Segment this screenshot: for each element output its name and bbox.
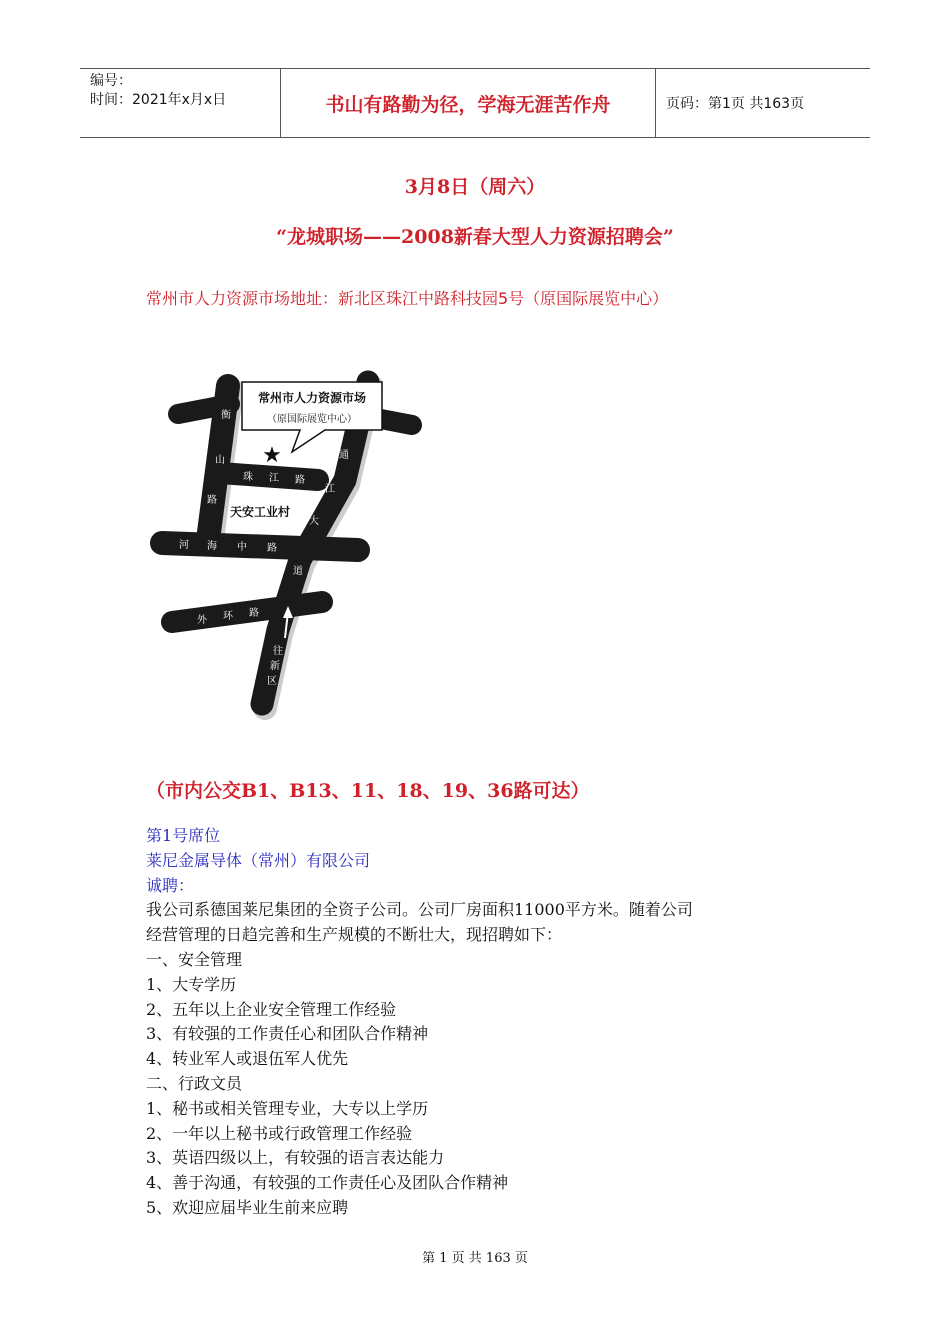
hiring-label: 诚聘： — [146, 875, 195, 895]
road-hehai — [162, 543, 358, 550]
road-label: 路 — [295, 475, 305, 486]
road-label: 路 — [249, 608, 259, 619]
road-label: 外 — [197, 615, 207, 626]
list-item: 一、安全管理 — [146, 949, 243, 969]
list-item: 2、五年以上企业安全管理工作经验 — [146, 999, 397, 1019]
header-meta — [80, 69, 280, 137]
location-map — [150, 370, 425, 720]
road-label: 山 — [215, 455, 225, 466]
document-header — [80, 68, 870, 138]
callout-title: 常州市人力资源市场 — [257, 391, 367, 405]
road-label: 道 — [293, 566, 303, 577]
area-label: 天安工业村 — [229, 505, 291, 519]
list-item: 4、转业军人或退伍军人优先 — [146, 1049, 349, 1069]
list-item: 1、大专学历 — [146, 974, 237, 994]
event-date: 3月8日（周六） — [404, 176, 546, 198]
road-label: 珠 — [243, 472, 253, 483]
list-item: 2、一年以上秘书或行政管理工作经验 — [146, 1123, 413, 1143]
road-label: 中 — [237, 542, 247, 553]
road-label: 衡 — [221, 410, 231, 421]
road-label: 路 — [267, 543, 277, 554]
intro-line: 经营管理的日趋完善和生产规模的不断壮大，现招聘如下： — [146, 925, 563, 945]
document-time-label: 时间：2021年x月x日 — [90, 92, 227, 108]
road-label: 环 — [223, 611, 233, 622]
bus-info: （市内公交B1、B13、11、18、19、36路可达） — [146, 780, 590, 802]
event-title: “龙城职场——2008新春大型人力资源招聘会” — [276, 226, 674, 248]
booth-seat: 第1号席位 — [146, 826, 221, 845]
road-label: 海 — [207, 541, 217, 552]
road-label: 江 — [269, 473, 279, 484]
road-waihuan — [172, 602, 322, 622]
list-item: 4、善于沟通，有较强的工作责任心及团队合作精神 — [146, 1173, 509, 1193]
list-item: 3、英语四级以上，有较强的语言表达能力 — [146, 1148, 445, 1168]
road-label: 通 — [339, 450, 349, 461]
map-roads — [162, 382, 412, 708]
document-number-label: 编号： — [90, 73, 132, 89]
road-label: 江 — [325, 484, 335, 495]
list-item: 5、欢迎应届毕业生前来应聘 — [146, 1197, 349, 1217]
intro-line: 我公司系德国莱尼集团的全资子公司。公司厂房面积11000平方米。随着公司 — [146, 900, 693, 920]
callout-subtitle: （原国际展览中心） — [267, 414, 357, 425]
road-label: 往 — [273, 646, 283, 657]
company-name: 莱尼金属导体（常州）有限公司 — [146, 850, 371, 870]
road-label: 区 — [267, 676, 277, 687]
booth-listing — [146, 824, 846, 1221]
road-label: 路 — [207, 495, 217, 506]
road-label: 新 — [270, 661, 280, 672]
list-item: 二、行政文员 — [146, 1073, 243, 1093]
header-motto: 书山有路勤为径，学海无涯苦作舟 — [280, 69, 656, 137]
header-page-info: 页码：第1页 共163页 — [666, 96, 805, 112]
list-item: 3、有较强的工作责任心和团队合作精神 — [146, 1024, 429, 1044]
road-label: 大 — [309, 516, 319, 527]
list-item: 1、秘书或相关管理专业，大专以上学历 — [146, 1098, 429, 1118]
star-icon: ★ — [262, 443, 282, 468]
page-footer: 第 1 页 共 163 页 — [422, 1251, 528, 1266]
road-label: 河 — [179, 540, 189, 551]
event-address: 常州市人力资源市场地址：新北区珠江中路科技园5号（原国际展览中心） — [146, 289, 669, 308]
